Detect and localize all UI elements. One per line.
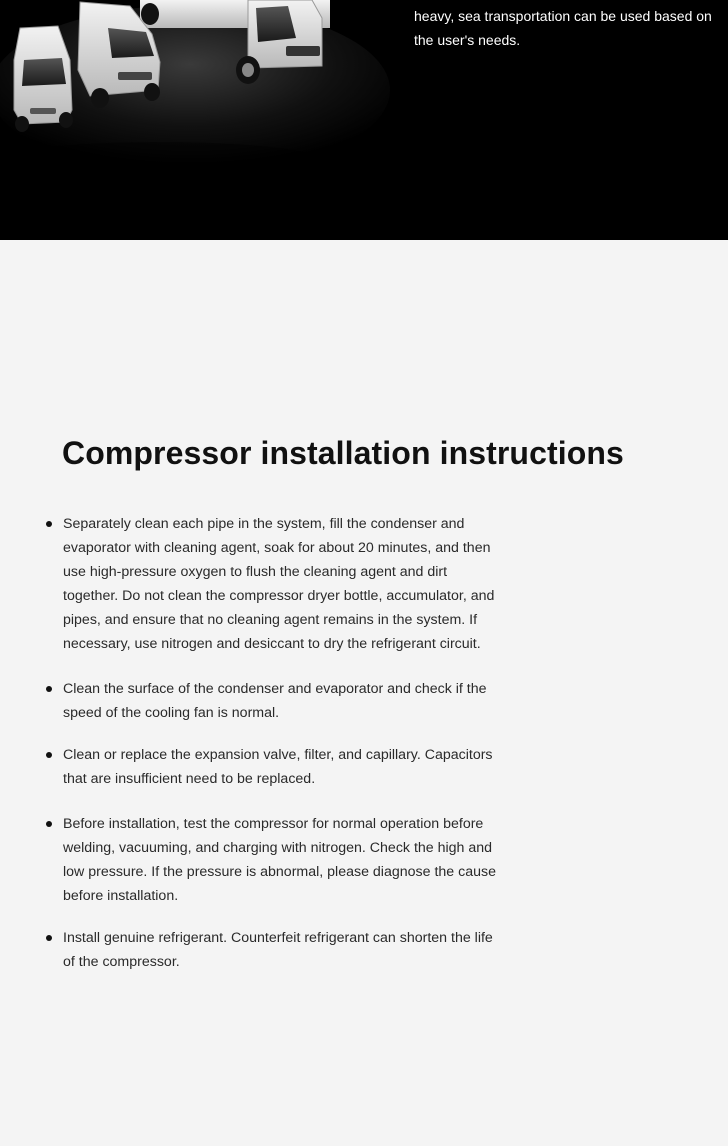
section-title: Compressor installation instructions [62, 435, 624, 471]
bullet-icon [46, 821, 52, 827]
list-item [44, 812, 504, 908]
bullet-icon [46, 935, 52, 941]
list-item [44, 926, 504, 974]
bullet-icon [46, 521, 52, 527]
list-item-text: Before installation, test the compressor for normal operation before welding, vacuuming, and charging with nitrogen. Check the high and low pressure. If the pressure is abnormal, please diagnose the cause before installation. [63, 816, 496, 904]
bullet-icon [46, 686, 52, 692]
list-item [44, 512, 504, 656]
instruction-list [44, 512, 504, 974]
list-item-text: Clean or replace the expansion valve, filter, and capillary. Capacitors that are insufficient need to be replaced. [63, 747, 493, 787]
list-item-text: Clean the surface of the condenser and evaporator and check if the speed of the cooling fan is normal. [63, 681, 487, 721]
list-item [44, 677, 504, 725]
list-item-text: Install genuine refrigerant. Counterfeit refrigerant can shorten the life of the compressor. [63, 930, 493, 970]
vehicles-image [0, 0, 390, 240]
list-item [44, 743, 504, 791]
installation-section [0, 240, 728, 1146]
hero-banner [0, 0, 728, 240]
list-item-text: Separately clean each pipe in the system, fill the condenser and evaporator with cleaning agent, soak for about 20 minutes, and then use high-pressure oxygen to flush the cleaning agent and dirt together. Do not clean the compressor dryer bottle, accumulator, and pipes, and ensure that no cleaning agent remains in the system. If necessary, use nitrogen and desiccant to dry the refrigerant circuit. [63, 516, 495, 652]
bullet-icon [46, 752, 52, 758]
hero-description: heavy, sea transportation can be used based on the user's needs. [414, 8, 712, 48]
